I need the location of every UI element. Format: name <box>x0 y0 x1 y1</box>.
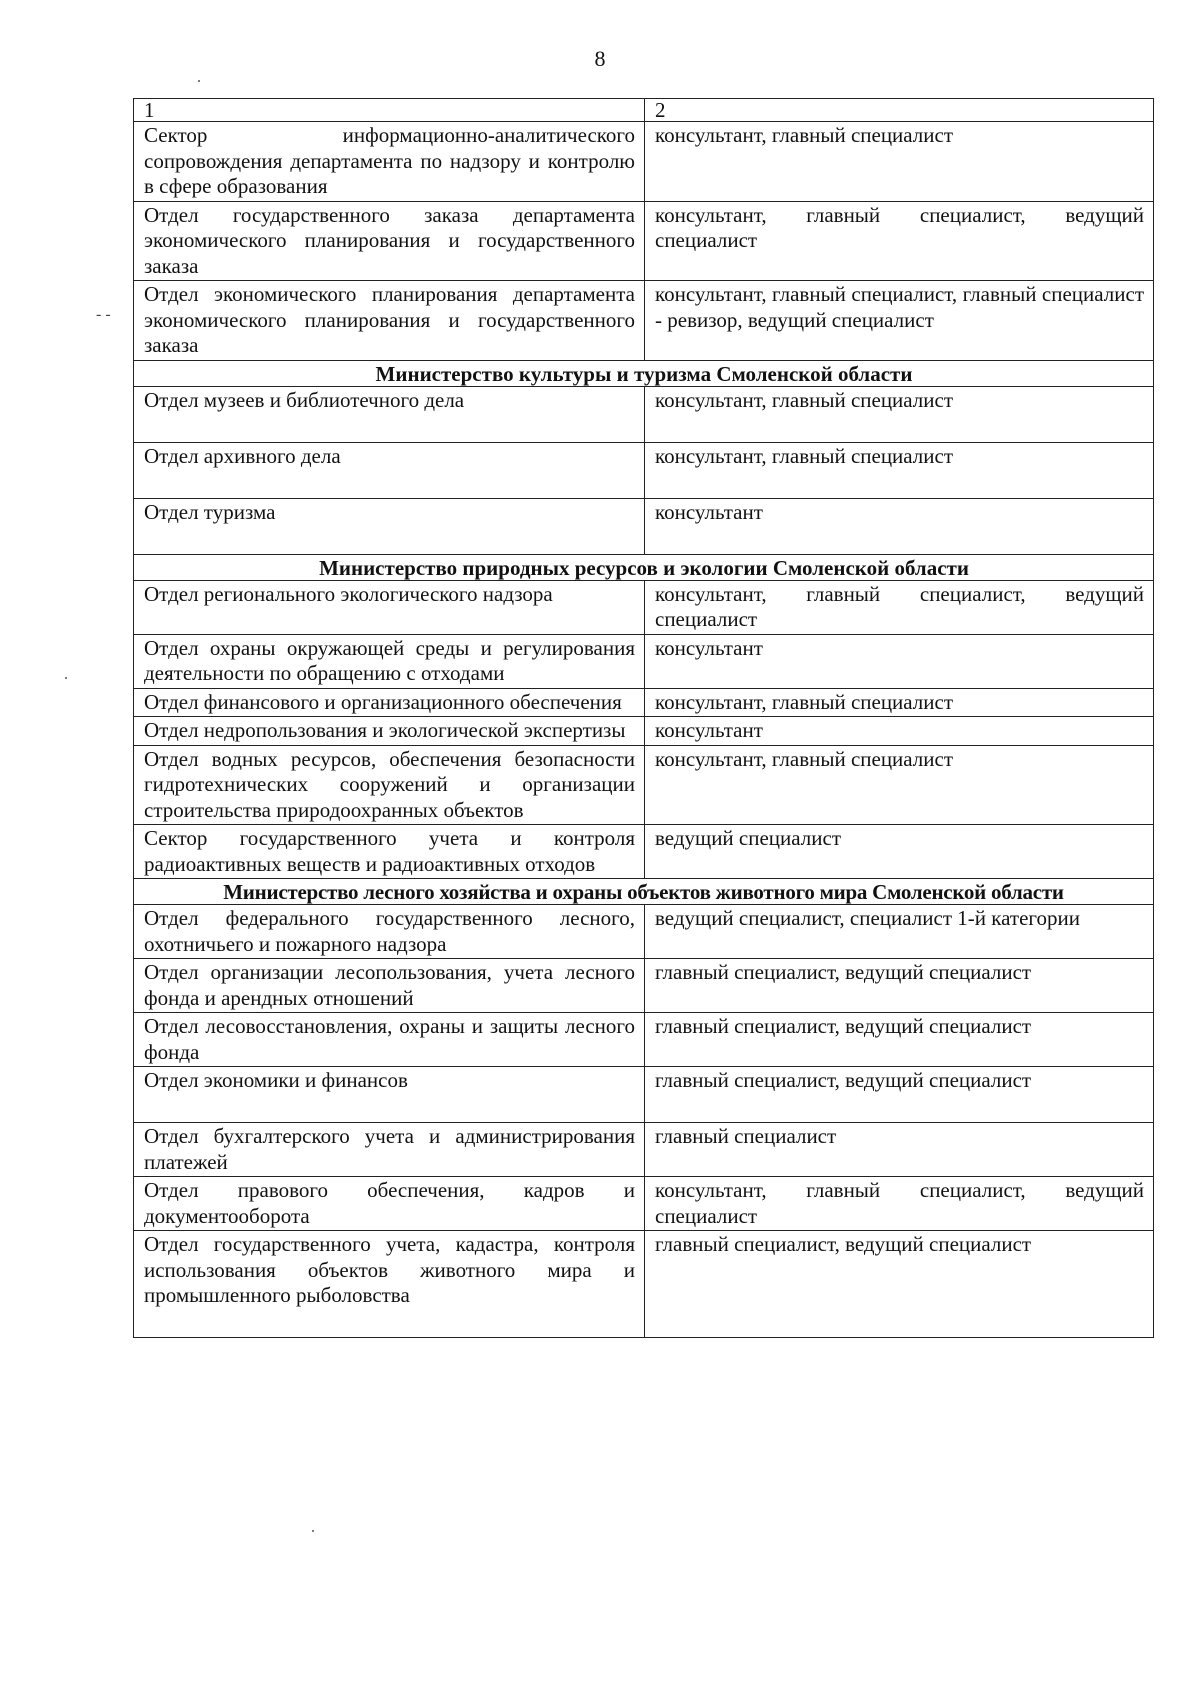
positions-cell: главный специалист, ведущий специалист <box>645 1231 1154 1338</box>
positions-cell: консультант <box>645 717 1154 746</box>
table-row <box>134 1123 1154 1177</box>
positions-cell: консультант, главный специалист <box>645 688 1154 717</box>
scan-speck <box>198 80 200 82</box>
positions-cell: консультант, главный специалист, ведущий специалист <box>645 1177 1154 1231</box>
positions-cell: главный специалист, ведущий специалист <box>645 1013 1154 1067</box>
positions-cell: консультант, главный специалист <box>645 386 1154 442</box>
positions-cell: консультант, главный специалист, ведущий специалист <box>645 201 1154 281</box>
table-row <box>134 281 1154 361</box>
positions-cell: консультант, главный специалист <box>645 442 1154 498</box>
positions-cell: главный специалист <box>645 1123 1154 1177</box>
table-row <box>134 1067 1154 1123</box>
ministry-title: Министерство культуры и туризма Смоленской области <box>134 360 1154 386</box>
table-row <box>134 717 1154 746</box>
positions-cell: консультант <box>645 498 1154 554</box>
table-row <box>134 580 1154 634</box>
department-cell: Отдел охраны окружающей среды и регулирования деятельности по обращению с отходами <box>134 634 645 688</box>
column-number-2: 2 <box>645 99 1154 122</box>
ministry-title: Министерство природных ресурсов и экологии Смоленской области <box>134 554 1154 580</box>
department-cell: Отдел государственного заказа департамента экономического планирования и государственного заказа <box>134 201 645 281</box>
department-cell: Отдел организации лесопользования, учета лесного фонда и арендных отношений <box>134 959 645 1013</box>
table-row <box>134 1177 1154 1231</box>
department-cell: Отдел экономики и финансов <box>134 1067 645 1123</box>
department-cell: Отдел музеев и библиотечного дела <box>134 386 645 442</box>
table-row <box>134 825 1154 879</box>
ministry-section-row <box>134 554 1154 580</box>
department-cell: Отдел водных ресурсов, обеспечения безопасности гидротехнических сооружений и организации строительства природоохранных объектов <box>134 745 645 825</box>
department-cell: Отдел туризма <box>134 498 645 554</box>
positions-cell: главный специалист, ведущий специалист <box>645 959 1154 1013</box>
column-number-row <box>134 99 1154 122</box>
scan-speck <box>65 677 67 679</box>
ministry-section-row <box>134 879 1154 905</box>
table-row <box>134 442 1154 498</box>
scan-speck <box>312 1530 314 1532</box>
table-row <box>134 498 1154 554</box>
page-number: 8 <box>594 46 606 71</box>
positions-cell: ведущий специалист, специалист 1-й категории <box>645 905 1154 959</box>
positions-cell: главный специалист, ведущий специалист <box>645 1067 1154 1123</box>
department-cell: Отдел лесовосстановления, охраны и защиты лесного фонда <box>134 1013 645 1067</box>
department-cell: Отдел недропользования и экологической экспертизы <box>134 717 645 746</box>
positions-cell: консультант, главный специалист <box>645 745 1154 825</box>
department-cell: Отдел экономического планирования департамента экономического планирования и государственного заказа <box>134 281 645 361</box>
department-cell: Сектор информационно-аналитического сопровождения департамента по надзору и контролю в сфере образования <box>134 122 645 202</box>
margin-dash-mark: - - <box>96 306 111 323</box>
table-row <box>134 386 1154 442</box>
positions-cell: консультант, главный специалист <box>645 122 1154 202</box>
table-row <box>134 905 1154 959</box>
table-row <box>134 688 1154 717</box>
table-row <box>134 634 1154 688</box>
department-cell: Отдел финансового и организационного обеспечения <box>134 688 645 717</box>
department-cell: Сектор государственного учета и контроля радиоактивных веществ и радиоактивных отходов <box>134 825 645 879</box>
positions-cell: консультант, главный специалист, ведущий специалист <box>645 580 1154 634</box>
table-row <box>134 1231 1154 1338</box>
table-row <box>134 959 1154 1013</box>
table-row <box>134 122 1154 202</box>
positions-cell: консультант <box>645 634 1154 688</box>
department-cell: Отдел государственного учета, кадастра, контроля использования объектов животного мира и промышленного рыболовства <box>134 1231 645 1338</box>
ministry-section-row <box>134 360 1154 386</box>
department-cell: Отдел федерального государственного лесного, охотничьего и пожарного надзора <box>134 905 645 959</box>
department-cell: Отдел бухгалтерского учета и администрирования платежей <box>134 1123 645 1177</box>
table-row <box>134 745 1154 825</box>
department-cell: Отдел архивного дела <box>134 442 645 498</box>
positions-cell: ведущий специалист <box>645 825 1154 879</box>
column-number-1: 1 <box>134 99 645 122</box>
department-cell: Отдел регионального экологического надзора <box>134 580 645 634</box>
table-row <box>134 201 1154 281</box>
ministry-title: Министерство лесного хозяйства и охраны объектов животного мира Смоленской области <box>134 879 1154 905</box>
positions-table <box>133 98 1154 1338</box>
positions-table-body <box>134 99 1154 1338</box>
department-cell: Отдел правового обеспечения, кадров и документооборота <box>134 1177 645 1231</box>
table-row <box>134 1013 1154 1067</box>
positions-cell: консультант, главный специалист, главный специалист - ревизор, ведущий специалист <box>645 281 1154 361</box>
